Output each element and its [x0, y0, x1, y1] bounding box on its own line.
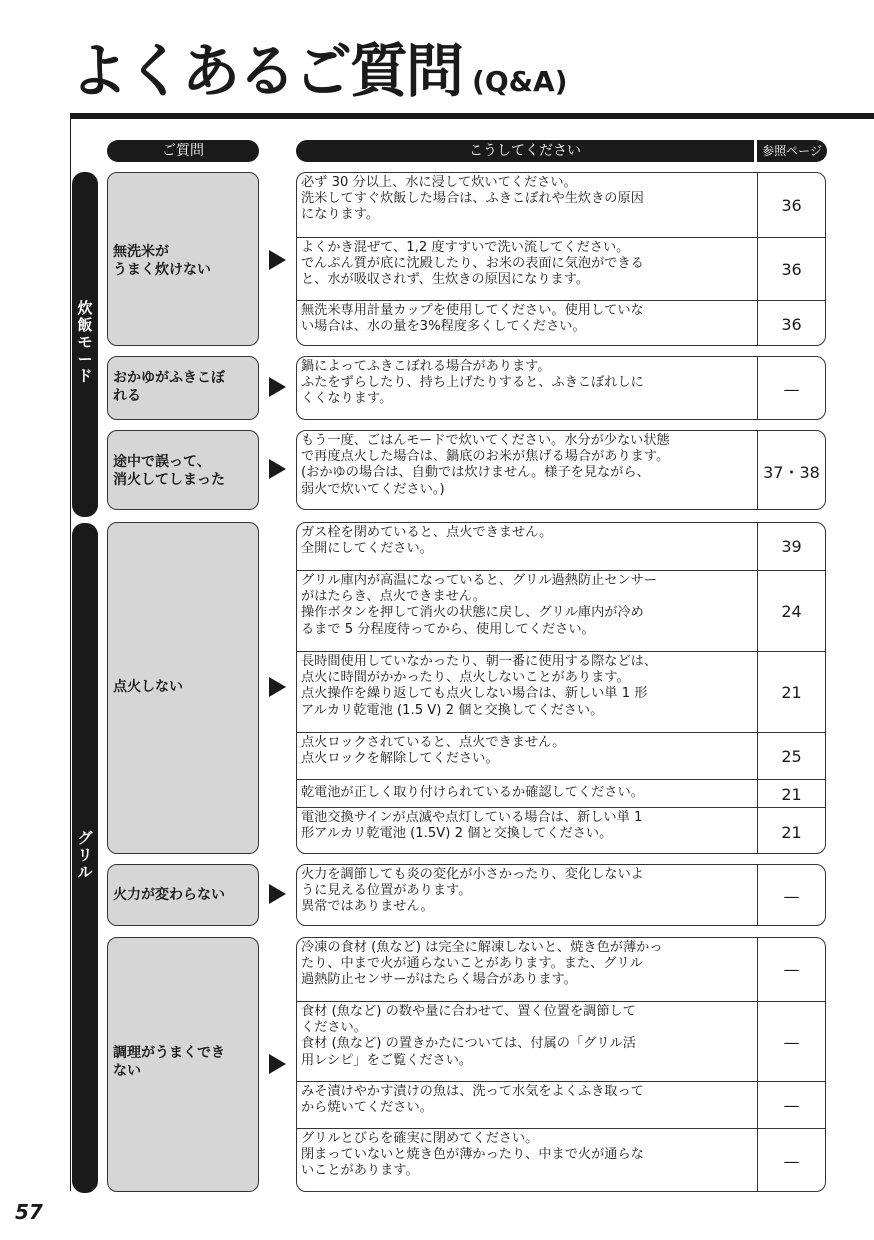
page-ref: 21 [757, 652, 825, 733]
answer-box [296, 356, 826, 420]
answer-row [297, 732, 825, 780]
answer-text: 冷凍の食材 (魚など) は完全に解凍しないと、焼き色が薄かっ たり、中まで火が通らないことがあります。また、グリル 過熱防止センサーがはたらく場合があります。 [301, 940, 663, 988]
section-label-char: ー [77, 350, 93, 368]
page-ref: 37・38 [757, 431, 825, 510]
section-label-char: リ [77, 846, 93, 864]
answer-text: 食材 (魚など) の数や量に合わせて、置く位置を調節して ください。 食材 (魚など) の置きかたについては、付属の「グリル活 用レシピ」をご覧ください。 [301, 1004, 636, 1068]
answer-row [297, 779, 825, 808]
question-text: 途中で誤って、 消火してしまった [113, 454, 225, 488]
answer-row [297, 173, 825, 237]
answer-row [297, 651, 825, 733]
title-rule [70, 113, 874, 119]
answer-box [296, 522, 826, 854]
page-ref: 36 [757, 173, 825, 237]
page-ref: 21 [757, 780, 825, 808]
answer-text: もう一度、ごはんモードで炊いてください。水分が少ない状態 で再度点火した場合は、鍋底のお米が焦げる場合があります。 (おかゆの場合は、自動では炊けません。様子を見ながら、 弱火で炊いてください。) [301, 433, 670, 497]
answer-row [297, 523, 825, 570]
header-question: ご質問 [107, 140, 259, 162]
arrow-icon [269, 459, 286, 479]
page-ref: 21 [757, 808, 825, 854]
answer-row [297, 1081, 825, 1129]
answer-text: 鍋によってふきこぼれる場合があります。 ふたをずらしたり、持ち上げたりすると、ふきこぼれしに くくなります。 [301, 359, 644, 407]
answer-box [296, 937, 826, 1192]
answer-row [297, 237, 825, 301]
page-title [70, 30, 568, 123]
section-label-char: 炊 [77, 299, 93, 317]
arrow-icon [269, 250, 286, 270]
page-ref: 25 [757, 733, 825, 780]
question-text: 火力が変わらない [113, 887, 225, 903]
answer-row [297, 357, 825, 420]
question-text: 点火しない [113, 679, 183, 695]
question-text: 無洗米が うまく炊けない [113, 244, 211, 278]
answer-text: 点火ロックされていると、点火できません。 点火ロックを解除してください。 [301, 735, 566, 767]
section-label-char: グ [77, 829, 93, 847]
question-box [107, 937, 259, 1192]
answer-text: 火力を調節しても炎の変化が小さかったり、変化しないよ うに見える位置があります。 異常ではありません。 [301, 867, 644, 915]
arrow-icon [269, 377, 286, 397]
answer-text: みそ漬けやかす漬けの魚は、洗って水気をよくふき取って から焼いてください。 [301, 1084, 644, 1116]
section-label-char: ル [77, 863, 93, 881]
page-ref: — [757, 1002, 825, 1082]
answer-row [297, 570, 825, 652]
answer-row [297, 1001, 825, 1082]
answer-text: 電池交換サインが点滅や点灯している場合は、新しい単 1 形アルカリ乾電池 (1.5V) 2 個と交換してください。 [301, 810, 643, 842]
question-text: おかゆがふきこぼ れる [113, 370, 225, 404]
arrow-icon [269, 677, 286, 697]
page-ref: 36 [757, 301, 825, 346]
question-box [107, 172, 259, 346]
answer-row [297, 807, 825, 854]
page-ref: 36 [757, 238, 825, 301]
left-rule [70, 119, 71, 1191]
answer-text: 必ず 30 分以上、水に浸して炊いてください。 洗米してすぐ炊飯した場合は、ふきこぼれや生炊きの原因 になります。 [301, 175, 644, 223]
page-ref: — [757, 938, 825, 1001]
arrow-icon [269, 1054, 286, 1074]
question-text: 調理がうまくでき ない [113, 1045, 225, 1079]
page-ref: — [757, 357, 825, 420]
question-box [107, 430, 259, 510]
section-label-char: 飯 [77, 316, 93, 334]
answer-box [296, 172, 826, 346]
answer-text: 長時間使用していなかったり、朝一番に使用する際などは、 点火に時間がかかったり、点火しないことがあります。 点火操作を繰り返しても点火しない場合は、新しい単 1 形 アルカリ乾電池 (1.5 V) 2 個と交換してください。 [301, 654, 658, 718]
answer-row [297, 300, 825, 346]
answer-text: 乾電池が正しく取り付けられているか確認してください。 [301, 785, 644, 800]
section-grill [72, 523, 98, 1193]
answer-box [296, 864, 826, 926]
page-ref: 39 [757, 523, 825, 570]
question-box [107, 864, 259, 926]
section-rice-mode [72, 172, 98, 517]
header-page: 参照ページ [757, 140, 827, 162]
answer-text: グリルとびらを確実に閉めてください。 閉まっていないと焼き色が薄かったり、中まで火が通らな いことがあります。 [301, 1131, 644, 1179]
page-ref: 24 [757, 571, 825, 652]
page-ref: — [757, 865, 825, 926]
header-answer: こうしてください [296, 140, 754, 162]
section-label-char: モ [77, 333, 93, 351]
answer-text: ガス栓を閉めていると、点火できません。 全開にしてください。 [301, 525, 553, 557]
page-ref: — [757, 1082, 825, 1129]
answer-row [297, 1128, 825, 1192]
page-title-sub: (Q&A) [472, 65, 568, 98]
page-number: 57 [15, 1200, 43, 1224]
answer-row [297, 865, 825, 926]
answer-text: 無洗米専用計量カップを使用してください。使用していな い場合は、水の量を3%程度多くしてください。 [301, 303, 644, 335]
page-title-main: よくあるご質問 [70, 37, 463, 105]
question-box [107, 522, 259, 854]
answer-text: グリル庫内が高温になっていると、グリル過熱防止センサー がはたらき、点火できません。 操作ボタンを押して消火の状態に戻し、グリル庫内が冷め るまで 5 分程度待ってから、使用してください。 [301, 573, 658, 637]
answer-text: よくかき混ぜて、1,2 度すすいで洗い流してください。 でんぷん質が底に沈殿したり、お米の表面に気泡ができる と、水が吸収されず、生炊きの原因になります。 [301, 240, 644, 288]
arrow-icon [269, 884, 286, 904]
answer-row [297, 431, 825, 510]
section-label-char: ド [77, 367, 93, 385]
page-ref: — [757, 1129, 825, 1192]
question-box [107, 356, 259, 420]
answer-row [297, 938, 825, 1001]
answer-box [296, 430, 826, 510]
